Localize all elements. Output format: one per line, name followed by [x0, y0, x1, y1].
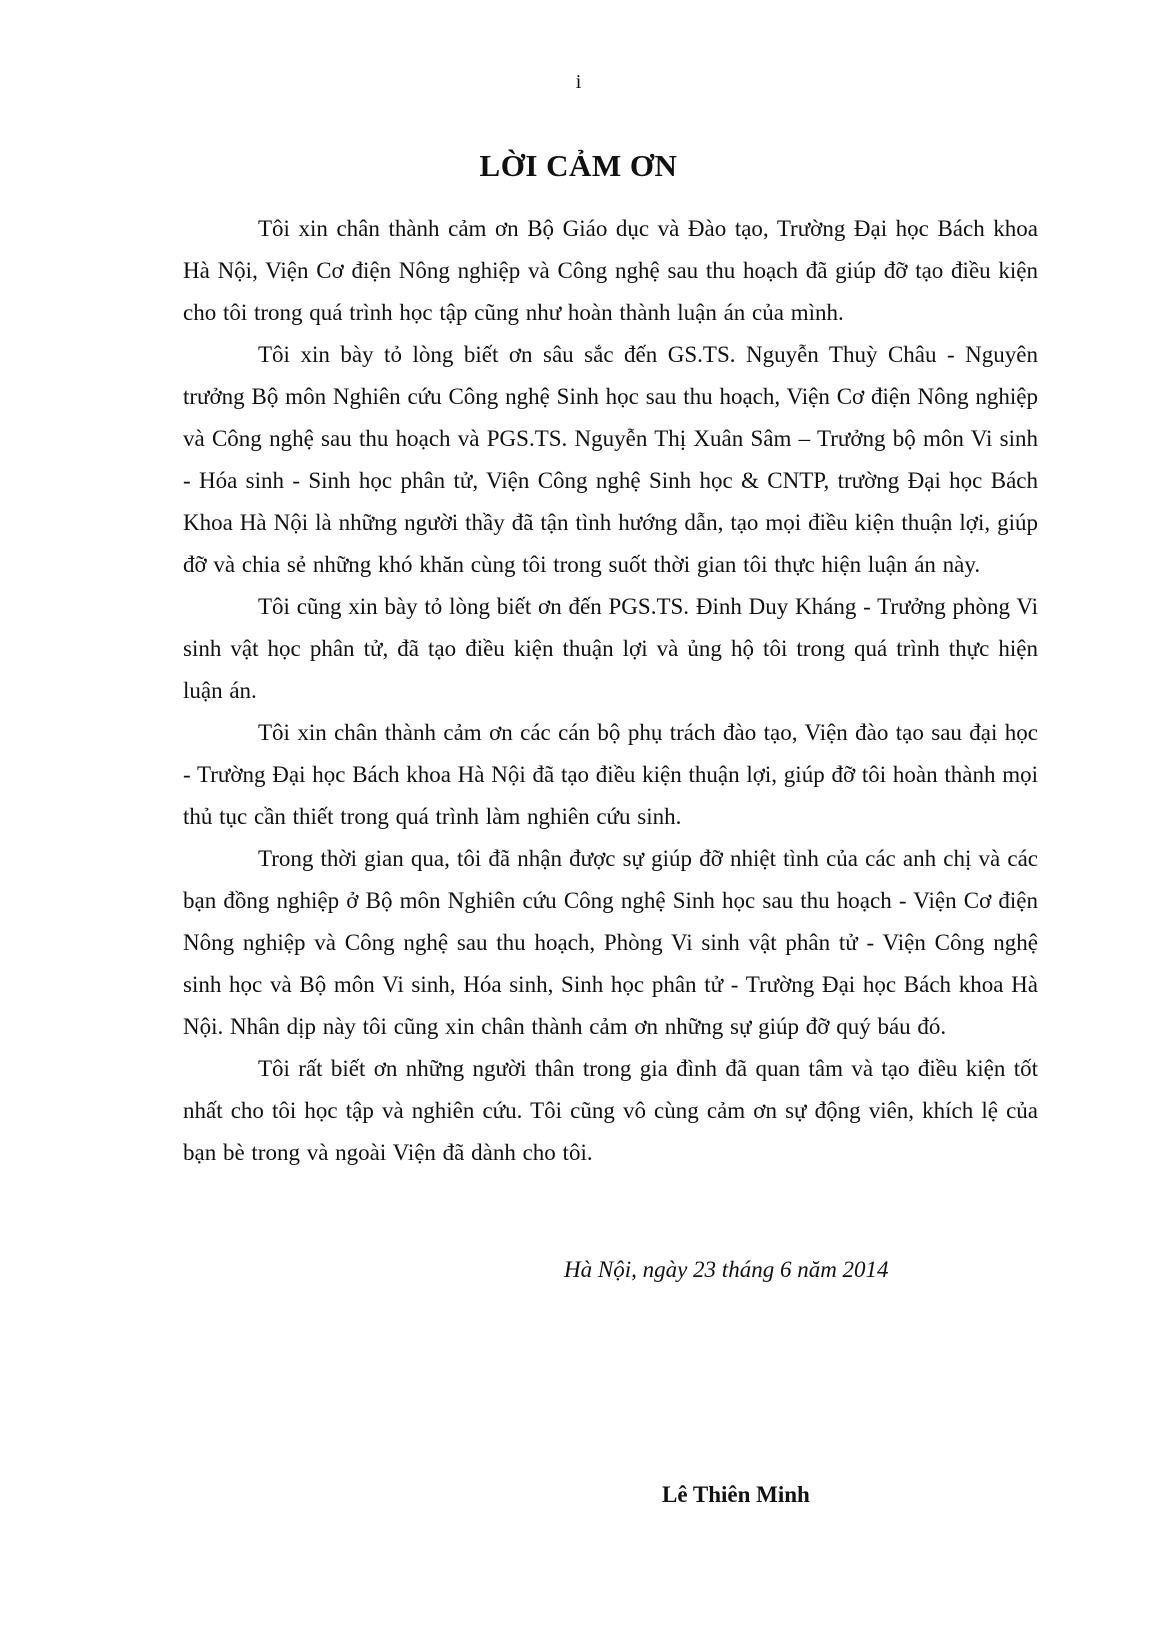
author-name: Lê Thiên Minh: [662, 1482, 810, 1507]
page-number: i: [575, 71, 582, 93]
date-line: Hà Nội, ngày 23 tháng 6 năm 2014: [564, 1257, 889, 1282]
paragraph-institutions: Tôi xin chân thành cảm ơn Bộ Giáo dục và Đào tạo, Trường Đại học Bách khoa Hà Nội, Viện Cơ điện Nông nghiệp và Công nghệ sau thu hoạch đã giúp đỡ tạo điều kiện cho tôi trong quá trình học tập cũng như hoàn thành luận án của mình.: [183, 216, 1038, 325]
paragraph-supervisors: Tôi xin bày tỏ lòng biết ơn sâu sắc đến GS.TS. Nguyễn Thuỳ Châu - Nguyên trưởng Bộ môn Nghiên cứu Công nghệ Sinh học sau thu hoạch, Viện Cơ điện Nông nghiệp và Công nghệ sau thu hoạch và PGS.TS. Nguyễn Thị Xuân Sâm – Trưởng bộ môn Vi sinh - Hóa sinh - Sinh học phân tử, Viện Công nghệ Sinh học & CNTP, trường Đại học Bách Khoa Hà Nội là những người thầy đã tận tình hướng dẫn, tạo mọi điều kiện thuận lợi, giúp đỡ và chia sẻ những khó khăn cùng tôi trong suốt thời gian tôi thực hiện luận án này.: [183, 342, 1038, 577]
acknowledgement-body: [183, 208, 1038, 1174]
paragraph-lab-head: Tôi cũng xin bày tỏ lòng biết ơn đến PGS.TS. Đinh Duy Kháng - Trưởng phòng Vi sinh vật học phân tử, đã tạo điều kiện thuận lợi và ủng hộ tôi trong quá trình thực hiện luận án.: [183, 594, 1038, 703]
paragraph-training-staff: Tôi xin chân thành cảm ơn các cán bộ phụ trách đào tạo, Viện đào tạo sau đại học - Trường Đại học Bách khoa Hà Nội đã tạo điều kiện thuận lợi, giúp đỡ tôi hoàn thành mọi thủ tục cần thiết trong quá trình làm nghiên cứu sinh.: [183, 720, 1038, 829]
page-title: LỜI CẢM ƠN: [479, 148, 678, 183]
paragraph-colleagues: Trong thời gian qua, tôi đã nhận được sự giúp đỡ nhiệt tình của các anh chị và các bạn đồng nghiệp ở Bộ môn Nghiên cứu Công nghệ Sinh học sau thu hoạch - Viện Cơ điện Nông nghiệp và Công nghệ sau thu hoạch, Phòng Vi sinh vật phân tử - Viện Công nghệ sinh học và Bộ môn Vi sinh, Hóa sinh, Sinh học phân tử - Trường Đại học Bách khoa Hà Nội. Nhân dịp này tôi cũng xin chân thành cảm ơn những sự giúp đỡ quý báu đó.: [183, 846, 1038, 1039]
paragraph-family: Tôi rất biết ơn những người thân trong gia đình đã quan tâm và tạo điều kiện tốt nhất cho tôi học tập và nghiên cứu. Tôi cũng vô cùng cảm ơn sự động viên, khích lệ của bạn bè trong và ngoài Viện đã dành cho tôi.: [183, 1056, 1038, 1165]
